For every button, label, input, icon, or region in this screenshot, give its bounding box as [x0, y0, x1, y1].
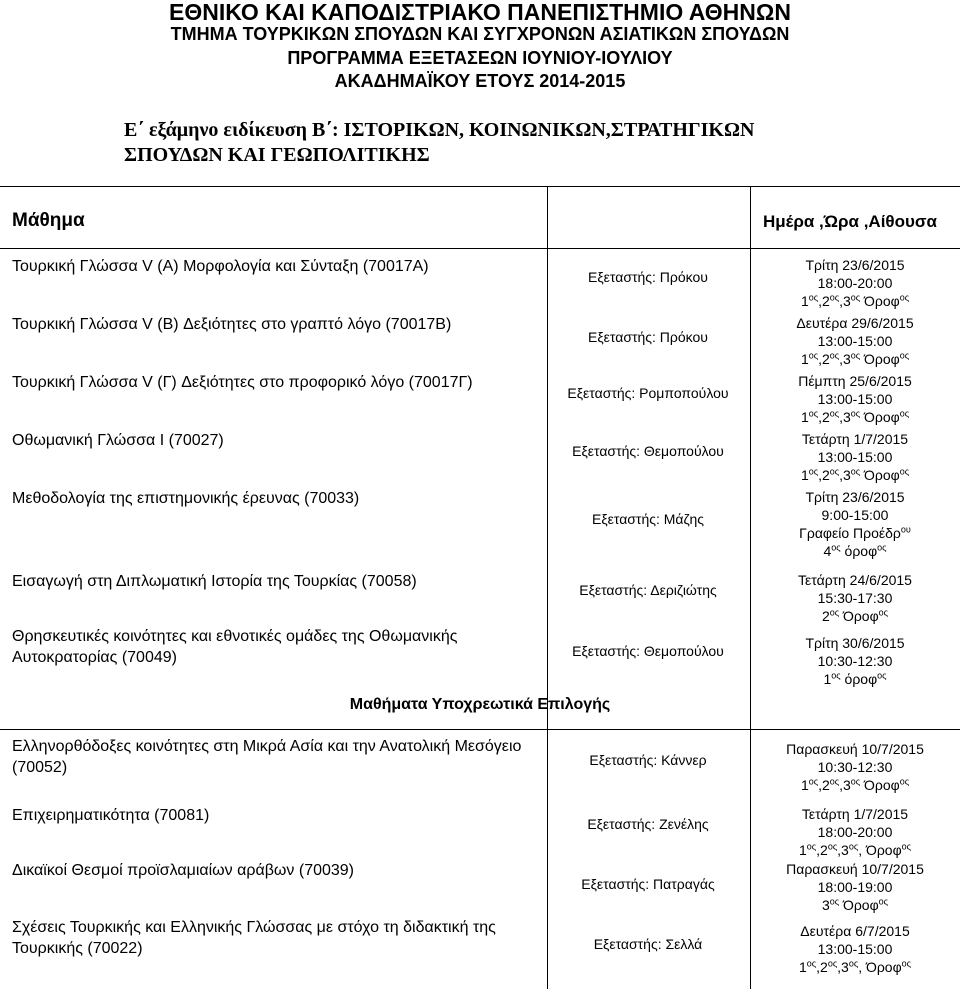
examiner: Εξεταστής: Πρόκου [588, 329, 708, 345]
exam-schedule [750, 372, 960, 426]
course-name: Δικαϊκοί Θεσμοί προϊσλαμιαίων αράβων (70039) [12, 862, 355, 879]
exam-schedule [750, 314, 960, 368]
semester-heading-line2: ΣΠΟΥΔΩΝ ΚΑΙ ΓΕΩΠΟΛΙΤΙΚΗΣ [124, 144, 430, 166]
schedule-line: $1^{o\varsigma},2^{o\varsigma},3^{o\varsigma}$, Όροφ$^{o\varsigma}$ [799, 841, 911, 858]
column-divider-1 [547, 186, 548, 989]
course-name: Θρησκευτικές κοινότητες και εθνοτικές ομάδες της Οθωμανικής Αυτοκρατορίας (70049) [12, 628, 458, 666]
schedule-line: $1^{o\varsigma},2^{o\varsigma},3^{o\varsigma}$ Όροφ$^{o\varsigma}$ [800, 408, 910, 425]
schedule-line: Τρίτη 23/6/2015 [805, 489, 905, 505]
course-name: Εισαγωγή στη Διπλωματική Ιστορία της Τουρκίας (70058) [12, 573, 417, 590]
examiner: Εξεταστής: Πρόκου [588, 269, 708, 285]
schedule-line: 18:00-19:00 [817, 879, 893, 895]
schedule-line: 13:00-15:00 [817, 449, 893, 465]
schedule-line: $1^{o\varsigma},2^{o\varsigma},3^{o\varsigma}$ Όροφ$^{o\varsigma}$ [800, 776, 910, 793]
schedule-line: 13:00-15:00 [817, 391, 893, 407]
schedule-line: Τετάρτη 1/7/2015 [801, 806, 909, 822]
schedule-line: Τετάρτη 1/7/2015 [801, 431, 909, 447]
schedule-line: Τετάρτη 24/6/2015 [798, 572, 912, 588]
exam-schedule [750, 430, 960, 484]
university-title: ΕΘΝΙΚΟ ΚΑΙ ΚΑΠΟΔΙΣΤΡΙΑΚΟ ΠΑΝΕΠΙΣΤΗΜΙΟ ΑΘΗΝΩΝ [169, 0, 791, 25]
section-divider [0, 729, 960, 730]
schedule-line: Τρίτη 30/6/2015 [805, 635, 905, 651]
examiner: Εξεταστής: Ζενέλης [587, 816, 709, 832]
course-name: Ελληνορθόδοξες κοινότητες στη Μικρά Ασία και την Ανατολική Μεσόγειο (70052) [12, 738, 522, 776]
schedule-line: Δευτέρα 6/7/2015 [800, 923, 910, 939]
section-heading-elective: Μαθήματα Υποχρεωτικά Επιλογής [349, 696, 611, 713]
schedule-line: 13:00-15:00 [817, 941, 893, 957]
semester-heading-line1: Ε΄ εξάμηνο ειδίκευση Β΄: ΙΣΤΟΡΙΚΩΝ, ΚΟΙΝΩΝΙΚΩΝ,ΣΤΡΑΤΗΓΙΚΩΝ [124, 119, 755, 141]
course-name: Οθωμανική Γλώσσα Ι (70027) [12, 432, 224, 449]
examiner: Εξεταστής: Δεριζιώτης [579, 582, 717, 598]
examiner: Εξεταστής: Σελλά [593, 936, 703, 952]
schedule-line: $1^{o\varsigma},2^{o\varsigma},3^{o\varsigma}$ Όροφ$^{o\varsigma}$ [800, 466, 910, 483]
schedule-line: Γραφείο Προέδρ$^{o\upsilon}$ [799, 524, 911, 541]
examiner: Εξεταστής: Πατραγάς [581, 876, 715, 892]
course-name: Μεθοδολογία της επιστημονικής έρευνας (70033) [12, 490, 360, 507]
examiner: Εξεταστής: Θεμοπούλου [572, 443, 724, 459]
examiner: Εξεταστής: Μάζης [592, 511, 704, 527]
course-name: Επιχειρηματικότητα (70081) [12, 807, 210, 824]
exam-schedule [750, 740, 960, 794]
exam-schedule [750, 922, 960, 976]
exam-schedule [750, 634, 960, 688]
column-header-course: Μάθημα [12, 210, 85, 231]
schedule-line: Δευτέρα 29/6/2015 [796, 315, 914, 331]
schedule-line: Πέμπτη 25/6/2015 [798, 373, 912, 389]
exam-schedule [750, 256, 960, 310]
course-name: Τουρκική Γλώσσα V (Β) Δεξιότητες στο γραπτό λόγο (70017Β) [12, 316, 452, 333]
schedule-line: 18:00-20:00 [817, 824, 893, 840]
course-name: Σχέσεις Τουρκικής και Ελληνικής Γλώσσας με στόχο τη διδακτική της Τουρκικής (70022) [12, 919, 496, 957]
exam-schedule [750, 488, 960, 560]
exam-schedule [750, 860, 960, 914]
schedule-line: Παρασκευή 10/7/2015 [786, 741, 924, 757]
course-name: Τουρκική Γλώσσα V (Α) Μορφολογία και Σύνταξη (70017Α) [12, 258, 429, 275]
schedule-line: $3^{o\varsigma}$ Όροφ$^{o\varsigma}$ [821, 896, 889, 913]
examiner: Εξεταστής: Ρομποπούλου [567, 385, 729, 401]
column-header-when: Ημέρα ,Ώρα ,Αίθουσα [763, 212, 937, 231]
schedule-line: 9:00-15:00 [821, 507, 889, 523]
exam-schedule [750, 571, 960, 625]
program-title: ΠΡΟΓΡΑΜΜΑ ΕΞΕΤΑΣΕΩΝ ΙΟΥΝΙΟΥ-ΙΟΥΛΙΟΥ [287, 48, 673, 68]
schedule-line: 18:00-20:00 [817, 275, 893, 291]
exam-schedule [750, 805, 960, 859]
examiner: Εξεταστής: Κάννερ [589, 752, 707, 768]
schedule-line: 15:30-17:30 [817, 590, 893, 606]
schedule-line: 13:00-15:00 [817, 333, 893, 349]
schedule-line: $1^{o\varsigma},2^{o\varsigma},3^{o\varsigma}$ Όροφ$^{o\varsigma}$ [800, 292, 910, 309]
header-divider [0, 248, 960, 249]
schedule-line: $1^{o\varsigma}$ όροφ$^{o\varsigma}$ [823, 670, 887, 687]
schedule-line: 10:30-12:30 [817, 759, 893, 775]
table-border-top [0, 186, 960, 187]
academic-year: ΑΚΑΔΗΜΑΪΚΟΥ ΕΤΟΥΣ 2014-2015 [334, 71, 626, 91]
schedule-line: $4^{o\varsigma}$ όροφ$^{o\varsigma}$ [823, 542, 887, 559]
department-title: ΤΜΗΜΑ ΤΟΥΡΚΙΚΩΝ ΣΠΟΥΔΩΝ ΚΑΙ ΣΥΓΧΡΟΝΩΝ ΑΣΙΑΤΙΚΩΝ ΣΠΟΥΔΩΝ [170, 24, 790, 44]
schedule-line: Τρίτη 23/6/2015 [805, 257, 905, 273]
examiner: Εξεταστής: Θεμοπούλου [572, 643, 724, 659]
schedule-line: $1^{o\varsigma},2^{o\varsigma},3^{o\varsigma}$ Όροφ$^{o\varsigma}$ [800, 350, 910, 367]
schedule-line: $2^{o\varsigma}$ Όροφ$^{o\varsigma}$ [821, 607, 889, 624]
schedule-line: Παρασκευή 10/7/2015 [786, 861, 924, 877]
course-name: Τουρκική Γλώσσα V (Γ) Δεξιότητες στο προφορικό λόγο (70017Γ) [12, 374, 473, 391]
schedule-line: $1^{o\varsigma},2^{o\varsigma},3^{o\varsigma}$, Όροφ$^{o\varsigma}$ [799, 958, 911, 975]
schedule-line: 10:30-12:30 [817, 653, 893, 669]
